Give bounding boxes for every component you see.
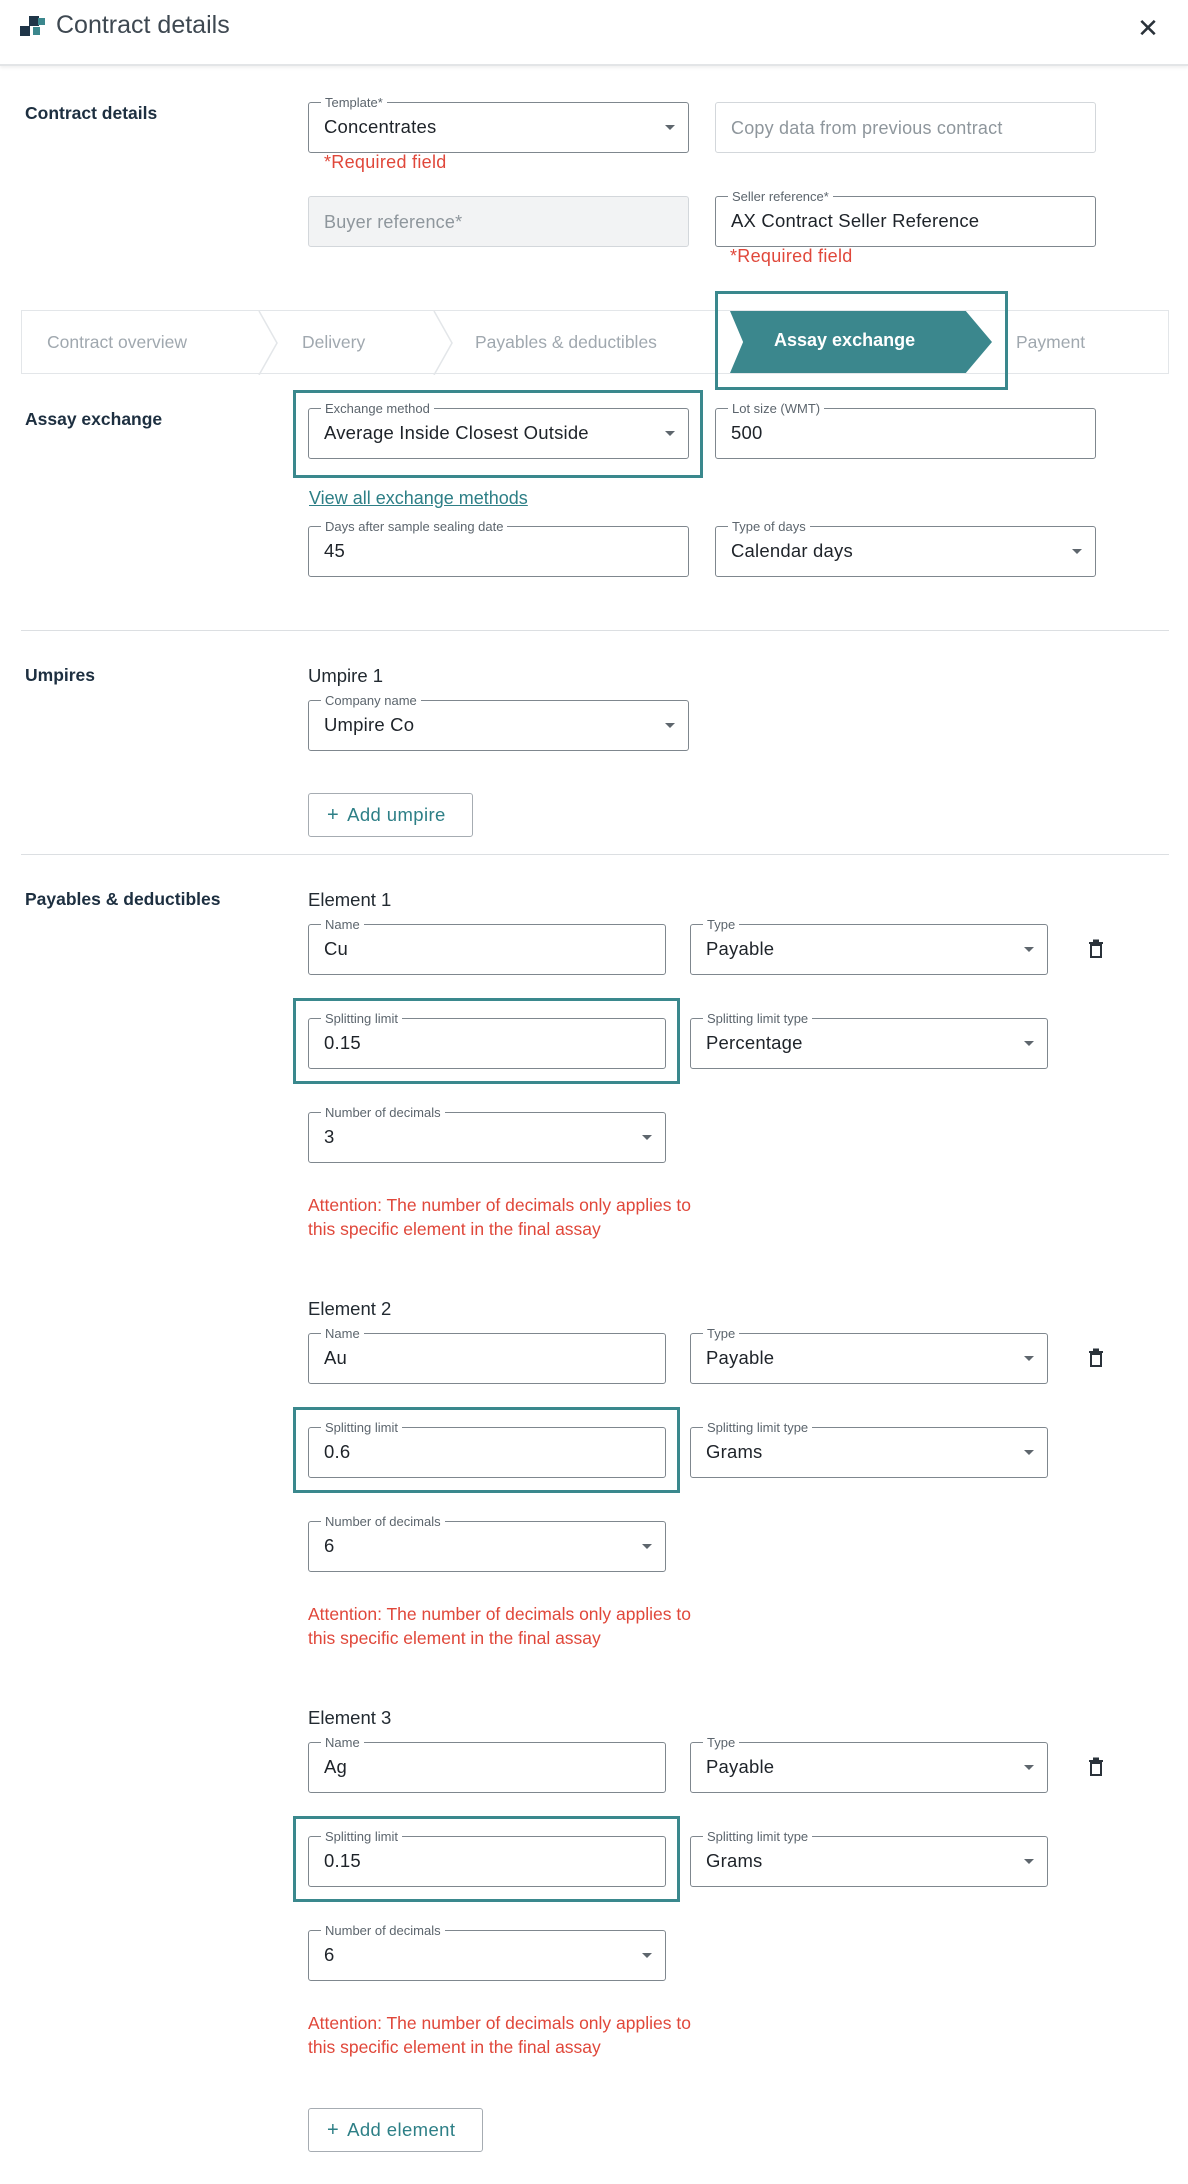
step-payment[interactable]: Payment (1016, 332, 1086, 352)
umpires-label: Umpires (25, 665, 96, 685)
trash-icon[interactable] (1088, 939, 1104, 959)
umpire-company-value: Umpire Co (324, 714, 415, 735)
splitting-limit-label: Splitting limit (321, 1011, 402, 1026)
step-separator-icon (432, 311, 456, 375)
splitting-limit-input[interactable] (308, 1829, 666, 1887)
splitting-limit-input[interactable] (308, 1011, 666, 1069)
trash-icon[interactable] (1088, 1757, 1104, 1777)
lot-size-value: 500 (731, 422, 763, 443)
number-of-decimals-value: 3 (324, 1126, 335, 1147)
seller-reference-input[interactable] (715, 189, 1096, 247)
umpire-company-select[interactable] (308, 693, 689, 751)
splitting-limit-type-value: Grams (706, 1441, 763, 1462)
template-value: Concentrates (324, 116, 437, 137)
splitting-limit-type-label: Splitting limit type (703, 1011, 812, 1026)
decimals-warning: Attention: The number of decimals only applies to this specific element in the final assay (308, 1195, 691, 1239)
umpire-1-title: Umpire 1 (308, 665, 384, 686)
lot-size-input[interactable] (715, 401, 1096, 459)
lot-size-label: Lot size (WMT) (728, 401, 824, 416)
number-of-decimals-label: Number of decimals (321, 1923, 445, 1938)
splitting-limit-value: 0.15 (324, 1032, 361, 1053)
copy-contract-input[interactable] (715, 102, 1096, 153)
caret-down-icon (1024, 947, 1034, 952)
caret-down-icon (665, 125, 675, 130)
element-type-label: Type (703, 1326, 739, 1341)
umpire-company-label: Company name (321, 693, 421, 708)
step-delivery[interactable]: Delivery (302, 332, 366, 352)
splitting-limit-input[interactable] (308, 1420, 666, 1478)
contract-details-label: Contract details (25, 103, 158, 123)
splitting-limit-type-label: Splitting limit type (703, 1420, 812, 1435)
days-after-sealing-value: 45 (324, 540, 345, 561)
type-of-days-select[interactable] (715, 519, 1096, 577)
element-name-value: Ag (324, 1756, 348, 1777)
close-icon[interactable]: ✕ (1137, 12, 1159, 43)
decimals-warning: Attention: The number of decimals only applies to this specific element in the final assay (308, 2013, 691, 2057)
splitting-limit-value: 0.6 (324, 1441, 351, 1462)
number-of-decimals-value: 6 (324, 1944, 335, 1965)
buyer-reference-placeholder: Buyer reference* (324, 212, 463, 232)
caret-down-icon (642, 1135, 652, 1140)
splitting-limit-value: 0.15 (324, 1850, 361, 1871)
element-name-input[interactable] (308, 1735, 666, 1793)
app-logo-icon (20, 15, 46, 37)
element-type-label: Type (703, 1735, 739, 1750)
buyer-reference-input[interactable] (308, 196, 689, 247)
number-of-decimals-label: Number of decimals (321, 1105, 445, 1120)
caret-down-icon (665, 723, 675, 728)
days-after-sealing-label: Days after sample sealing date (321, 519, 507, 534)
splitting-limit-label: Splitting limit (321, 1420, 402, 1435)
caret-down-icon (665, 431, 675, 436)
template-required-text: *Required field (324, 152, 447, 172)
element-type-value: Payable (706, 1756, 775, 1777)
caret-down-icon (642, 1544, 652, 1549)
plus-icon: + (327, 803, 340, 826)
exchange-method-select[interactable] (308, 401, 689, 459)
element-name-value: Cu (324, 938, 349, 959)
splitting-limit-type-select[interactable] (690, 1829, 1048, 1887)
caret-down-icon (1024, 1356, 1034, 1361)
splitting-limit-type-select[interactable] (690, 1420, 1048, 1478)
caret-down-icon (642, 1953, 652, 1958)
template-select[interactable] (308, 95, 689, 153)
copy-contract-placeholder: Copy data from previous contract (731, 118, 1003, 138)
element-type-value: Payable (706, 1347, 775, 1368)
element-type-value: Payable (706, 938, 775, 959)
caret-down-icon (1024, 1765, 1034, 1770)
add-element-button[interactable] (308, 2108, 483, 2152)
add-umpire-button[interactable] (308, 793, 473, 837)
splitting-limit-type-label: Splitting limit type (703, 1829, 812, 1844)
template-label: Template* (321, 95, 387, 110)
caret-down-icon (1024, 1859, 1034, 1864)
exchange-method-value: Average Inside Closest Outside (324, 422, 589, 443)
element-name-input[interactable] (308, 917, 666, 975)
step-separator-icon (257, 311, 281, 375)
step-assay-exchange-label: Assay exchange (774, 330, 916, 350)
view-all-exchange-methods-link[interactable]: View all exchange methods (309, 488, 528, 508)
step-contract-overview[interactable]: Contract overview (47, 332, 188, 352)
element-name-label: Name (321, 1735, 364, 1750)
days-after-sealing-input[interactable] (308, 519, 689, 577)
element-type-select[interactable] (690, 1735, 1048, 1793)
exchange-method-label: Exchange method (321, 401, 434, 416)
payables-deductibles-label: Payables & deductibles (25, 889, 221, 909)
element-type-label: Type (703, 917, 739, 932)
plus-icon: + (327, 2118, 340, 2141)
caret-down-icon (1072, 549, 1082, 554)
number-of-decimals-select[interactable] (308, 1105, 666, 1163)
number-of-decimals-value: 6 (324, 1535, 335, 1556)
decimals-warning: Attention: The number of decimals only applies to this specific element in the final assay (308, 1604, 691, 1648)
add-element-label: Add element (347, 2119, 456, 2140)
element-name-label: Name (321, 1326, 364, 1341)
type-of-days-value: Calendar days (731, 540, 853, 561)
seller-reference-value: AX Contract Seller Reference (731, 210, 980, 231)
splitting-limit-type-select[interactable] (690, 1011, 1048, 1069)
assay-exchange-label: Assay exchange (25, 409, 163, 429)
element-title: Element 2 (308, 1298, 392, 1319)
section-divider (21, 630, 1169, 631)
number-of-decimals-label: Number of decimals (321, 1514, 445, 1529)
add-umpire-label: Add umpire (347, 804, 446, 825)
seller-required-text: *Required field (730, 246, 853, 266)
highlight-box (715, 291, 1008, 390)
splitting-limit-type-value: Percentage (706, 1032, 803, 1053)
window-title: Contract details (56, 11, 230, 39)
element-name-input[interactable] (308, 1326, 666, 1384)
title-bar (0, 0, 1188, 66)
seller-reference-label: Seller reference* (728, 189, 833, 204)
caret-down-icon (1024, 1041, 1034, 1046)
element-title: Element 3 (308, 1707, 392, 1728)
splitting-limit-label: Splitting limit (321, 1829, 402, 1844)
element-name-value: Au (324, 1347, 348, 1368)
number-of-decimals-select[interactable] (308, 1923, 666, 1981)
element-title: Element 1 (308, 889, 392, 910)
trash-icon[interactable] (1088, 1348, 1104, 1368)
number-of-decimals-select[interactable] (308, 1514, 666, 1572)
type-of-days-label: Type of days (728, 519, 810, 534)
caret-down-icon (1024, 1450, 1034, 1455)
element-type-select[interactable] (690, 917, 1048, 975)
step-payables[interactable]: Payables & deductibles (475, 332, 657, 352)
splitting-limit-type-value: Grams (706, 1850, 763, 1871)
element-type-select[interactable] (690, 1326, 1048, 1384)
section-divider (21, 854, 1169, 855)
element-name-label: Name (321, 917, 364, 932)
